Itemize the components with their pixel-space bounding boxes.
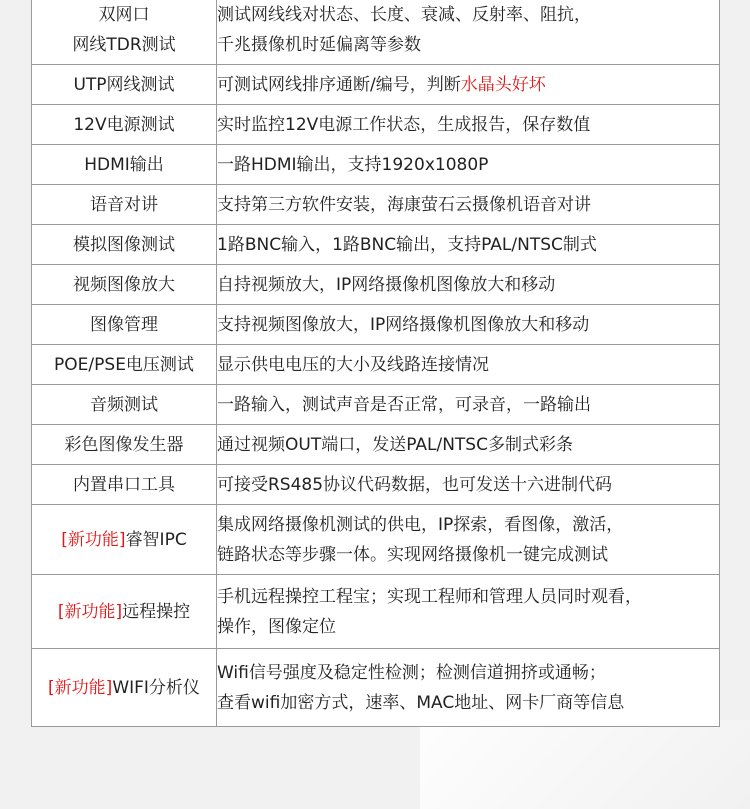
table-row — [32, 225, 720, 265]
description-cell — [217, 65, 720, 105]
table-row — [32, 505, 720, 575]
description-cell — [217, 345, 720, 385]
feature-cell — [32, 345, 217, 385]
description-text: 操作，图像定位 — [217, 616, 336, 637]
feature-label: UTP网线测试 — [73, 74, 175, 95]
description-text: 集成网络摄像机测试的供电，IP探索，看图像，激活， — [217, 514, 624, 535]
description-text: 千兆摄像机时延偏离等参数 — [217, 34, 421, 55]
feature-label: 视频图像放大 — [73, 274, 175, 295]
feature-cell — [32, 65, 217, 105]
spec-table — [31, 0, 720, 727]
new-feature-tag: [新功能] — [57, 601, 123, 622]
description-cell — [217, 575, 720, 649]
description-text: 可接受RS485协议代码数据，也可发送十六进制代码 — [217, 474, 613, 495]
description-text: 实时监控12V电源工作状态，生成报告，保存数值 — [217, 114, 591, 135]
feature-cell — [32, 185, 217, 225]
description-text: 链路状态等步骤一体。实现网络摄像机一键完成测试 — [217, 544, 608, 565]
description-cell — [217, 0, 720, 65]
feature-label: WIFI分析仪 — [112, 677, 200, 698]
table-row — [32, 0, 720, 65]
feature-label: 彩色图像发生器 — [64, 434, 184, 455]
description-cell — [217, 225, 720, 265]
table-row — [32, 575, 720, 649]
description-highlight: 水晶头好坏 — [460, 74, 546, 95]
table-row — [32, 649, 720, 727]
table-row — [32, 185, 720, 225]
description-text: 查看wifi加密方式，速率、MAC地址、网卡厂商等信息 — [217, 692, 625, 713]
feature-label: 模拟图像测试 — [73, 234, 175, 255]
description-text: 通过视频OUT端口，发送PAL/NTSC多制式彩条 — [217, 434, 573, 455]
description-text: 测试网线线对状态、长度、衰减、反射率、阻抗， — [217, 4, 591, 25]
description-cell — [217, 425, 720, 465]
description-text: 支持视频图像放大，IP网络摄像机图像放大和移动 — [217, 314, 590, 335]
table-row — [32, 65, 720, 105]
feature-cell — [32, 105, 217, 145]
description-text: 1路BNC输入，1路BNC输出，支持PAL/NTSC制式 — [217, 234, 597, 255]
feature-label: 图像管理 — [90, 314, 158, 335]
description-text: 自持视频放大，IP网络摄像机图像放大和移动 — [217, 274, 556, 295]
table-row — [32, 385, 720, 425]
feature-label: 语音对讲 — [90, 194, 158, 215]
feature-cell — [32, 649, 217, 727]
table-row — [32, 345, 720, 385]
feature-cell — [32, 385, 217, 425]
description-cell — [217, 649, 720, 727]
description-text: 显示供电电压的大小及线路连接情况 — [217, 354, 489, 375]
table-row — [32, 305, 720, 345]
description-cell — [217, 105, 720, 145]
description-cell — [217, 385, 720, 425]
table-row — [32, 145, 720, 185]
description-cell — [217, 505, 720, 575]
description-cell — [217, 145, 720, 185]
feature-cell — [32, 465, 217, 505]
new-feature-tag: [新功能] — [48, 677, 113, 698]
table-row — [32, 465, 720, 505]
description-cell — [217, 465, 720, 505]
description-text: 手机远程操控工程宝；实现工程师和管理人员同时观看， — [217, 586, 642, 607]
feature-label: 内置串口工具 — [73, 474, 175, 495]
description-text: 可测试网线排序通断/编号，判断 — [217, 74, 461, 95]
description-text: 一路HDMI输出，支持1920x1080P — [217, 154, 489, 175]
feature-label: 远程操控 — [122, 601, 191, 622]
feature-label: 音频测试 — [90, 394, 158, 415]
feature-cell — [32, 0, 217, 65]
description-text: 支持第三方软件安装，海康萤石云摄像机语音对讲 — [217, 194, 591, 215]
feature-label: HDMI输出 — [84, 154, 164, 175]
feature-label: 双网口 — [98, 4, 150, 25]
description-cell — [217, 265, 720, 305]
description-text: Wifi信号强度及稳定性检测；检测信道拥挤或通畅； — [217, 662, 606, 683]
description-text: 一路输入，测试声音是否正常，可录音，一路输出 — [217, 394, 591, 415]
new-feature-tag: [新功能] — [61, 529, 126, 550]
background-stripe — [420, 720, 750, 809]
feature-cell — [32, 425, 217, 465]
feature-label: 网线TDR测试 — [72, 34, 176, 55]
feature-cell — [32, 575, 217, 649]
table-row — [32, 265, 720, 305]
feature-cell — [32, 505, 217, 575]
feature-label: 12V电源测试 — [73, 114, 175, 135]
feature-label: POE/PSE电压测试 — [54, 354, 194, 375]
description-cell — [217, 185, 720, 225]
feature-cell — [32, 265, 217, 305]
feature-cell — [32, 225, 217, 265]
description-cell — [217, 305, 720, 345]
table-row — [32, 105, 720, 145]
feature-label: 睿智IPC — [125, 529, 187, 550]
feature-cell — [32, 305, 217, 345]
feature-cell — [32, 145, 217, 185]
table-row — [32, 425, 720, 465]
